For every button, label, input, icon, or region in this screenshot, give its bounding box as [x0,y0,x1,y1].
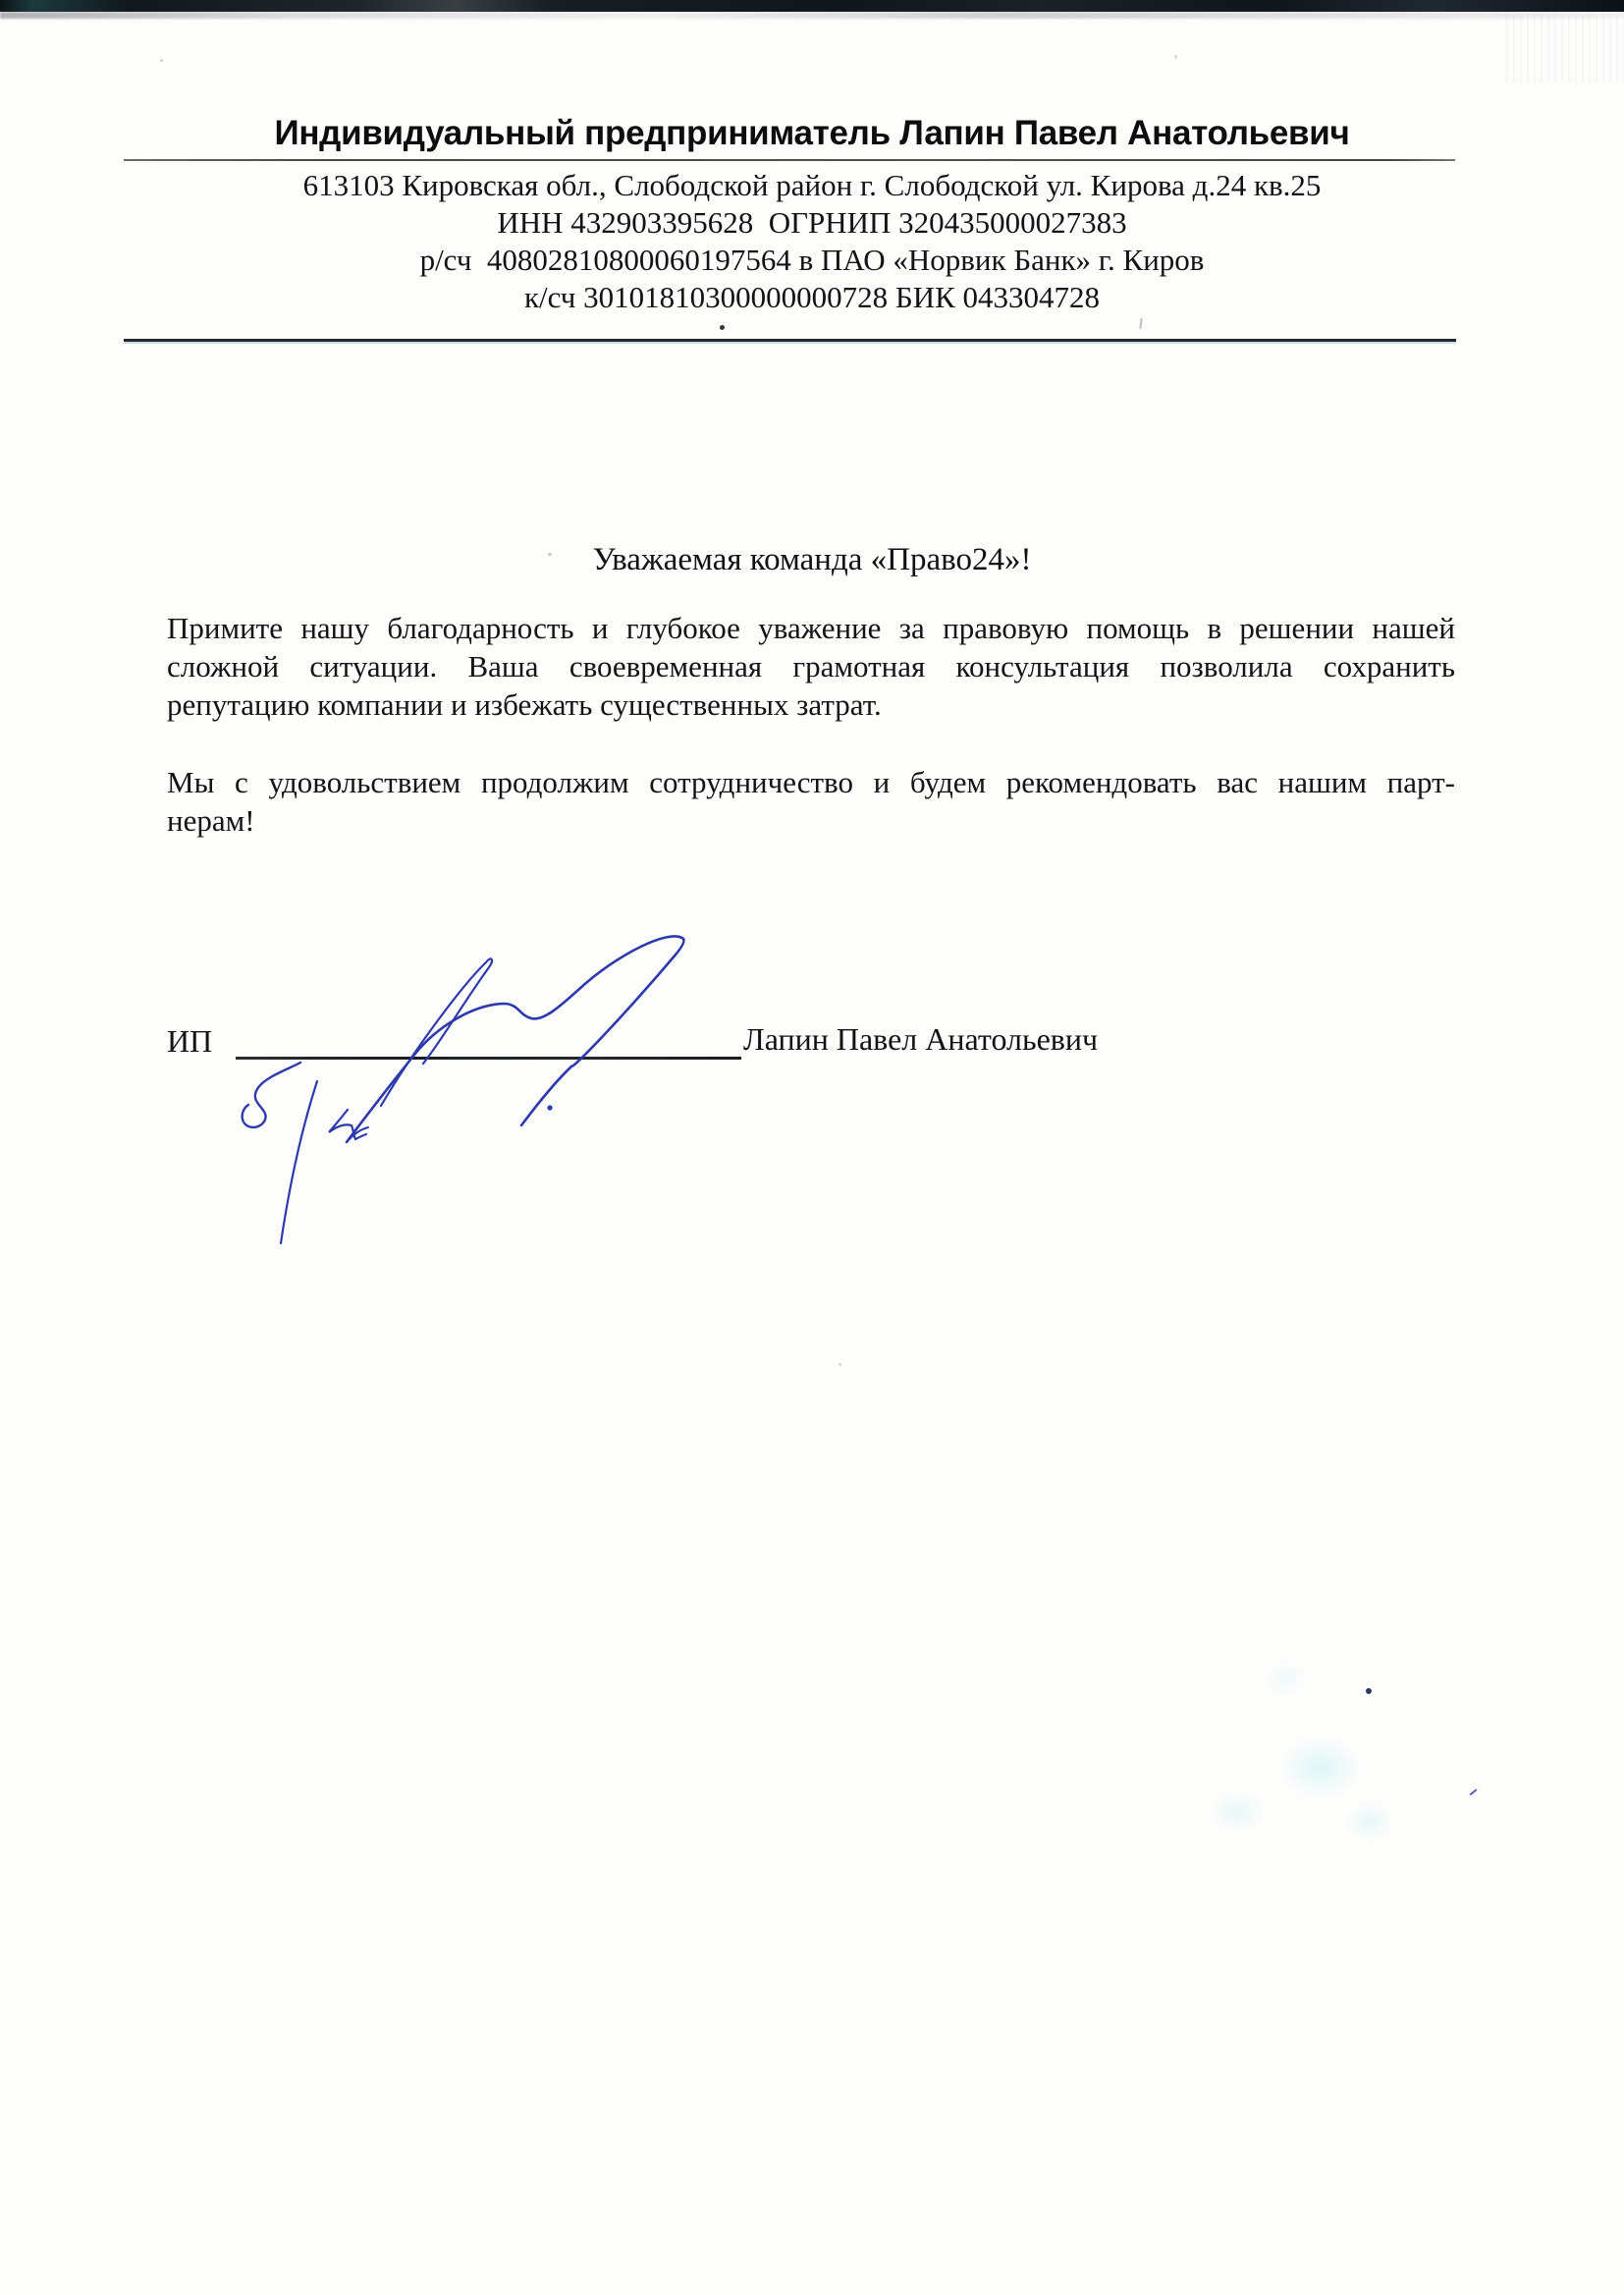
handwritten-signature-ink [147,923,835,1257]
letterhead-address [83,167,1541,316]
signature-name: Лапин Павел Анатольевич [743,1021,1099,1057]
letterhead-bottom-rule [124,339,1456,342]
paragraph-line: нерам! [167,803,255,838]
signature-prefix-ip: ИП [167,1023,213,1059]
paragraph-line: Мы с удовольствием продолжим сотрудничество и будем рекомендовать вас нашим парт- [167,765,1455,799]
scan-speck [1174,55,1177,59]
letterhead-title: Индивидуальный предприниматель Лапин Павел Анатольевич [274,114,1350,152]
salutation: Уважаемая команда «Право24»! [592,542,1032,577]
scan-speck [1469,1788,1477,1795]
scan-speck [720,325,725,330]
paragraph-line: Примите нашу благодарность и глубокое уважение за правовую помощь в решении нашей [167,611,1455,645]
scan-speck [1366,1688,1372,1694]
scan-speck [548,553,552,556]
paragraph-cooperation [167,763,1455,840]
scan-edge-shadow [0,12,1624,19]
address-line-account: р/сч 40802810800060197564 в ПАО «Норвик Банк» г. Киров [419,243,1205,277]
scan-speck [160,59,163,62]
paragraph-line: репутацию компании и избежать существенных затрат. [167,687,882,722]
address-line-street: 613103 Кировская обл., Слободской район г. Слободской ул. Кирова д.24 кв.25 [302,168,1322,202]
signature-underline [236,1057,741,1060]
scan-noise [1506,14,1624,82]
paragraph-gratitude [167,609,1455,724]
scan-smudge [1168,1620,1453,1876]
address-line-corr-account: к/сч 30101810300000000728 БИК 043304728 [523,280,1101,314]
address-line-inn-ogrnip: ИНН 432903395628 ОГРНИП 320435000027383 [497,205,1127,240]
scan-speck [839,1363,841,1366]
paragraph-line: сложной ситуации. Ваша своевременная грамотная консультация позволила сохранить [167,649,1455,683]
scan-edge-artifact [0,0,1624,12]
scan-speck [1139,318,1142,329]
letterhead-top-rule [124,159,1455,161]
